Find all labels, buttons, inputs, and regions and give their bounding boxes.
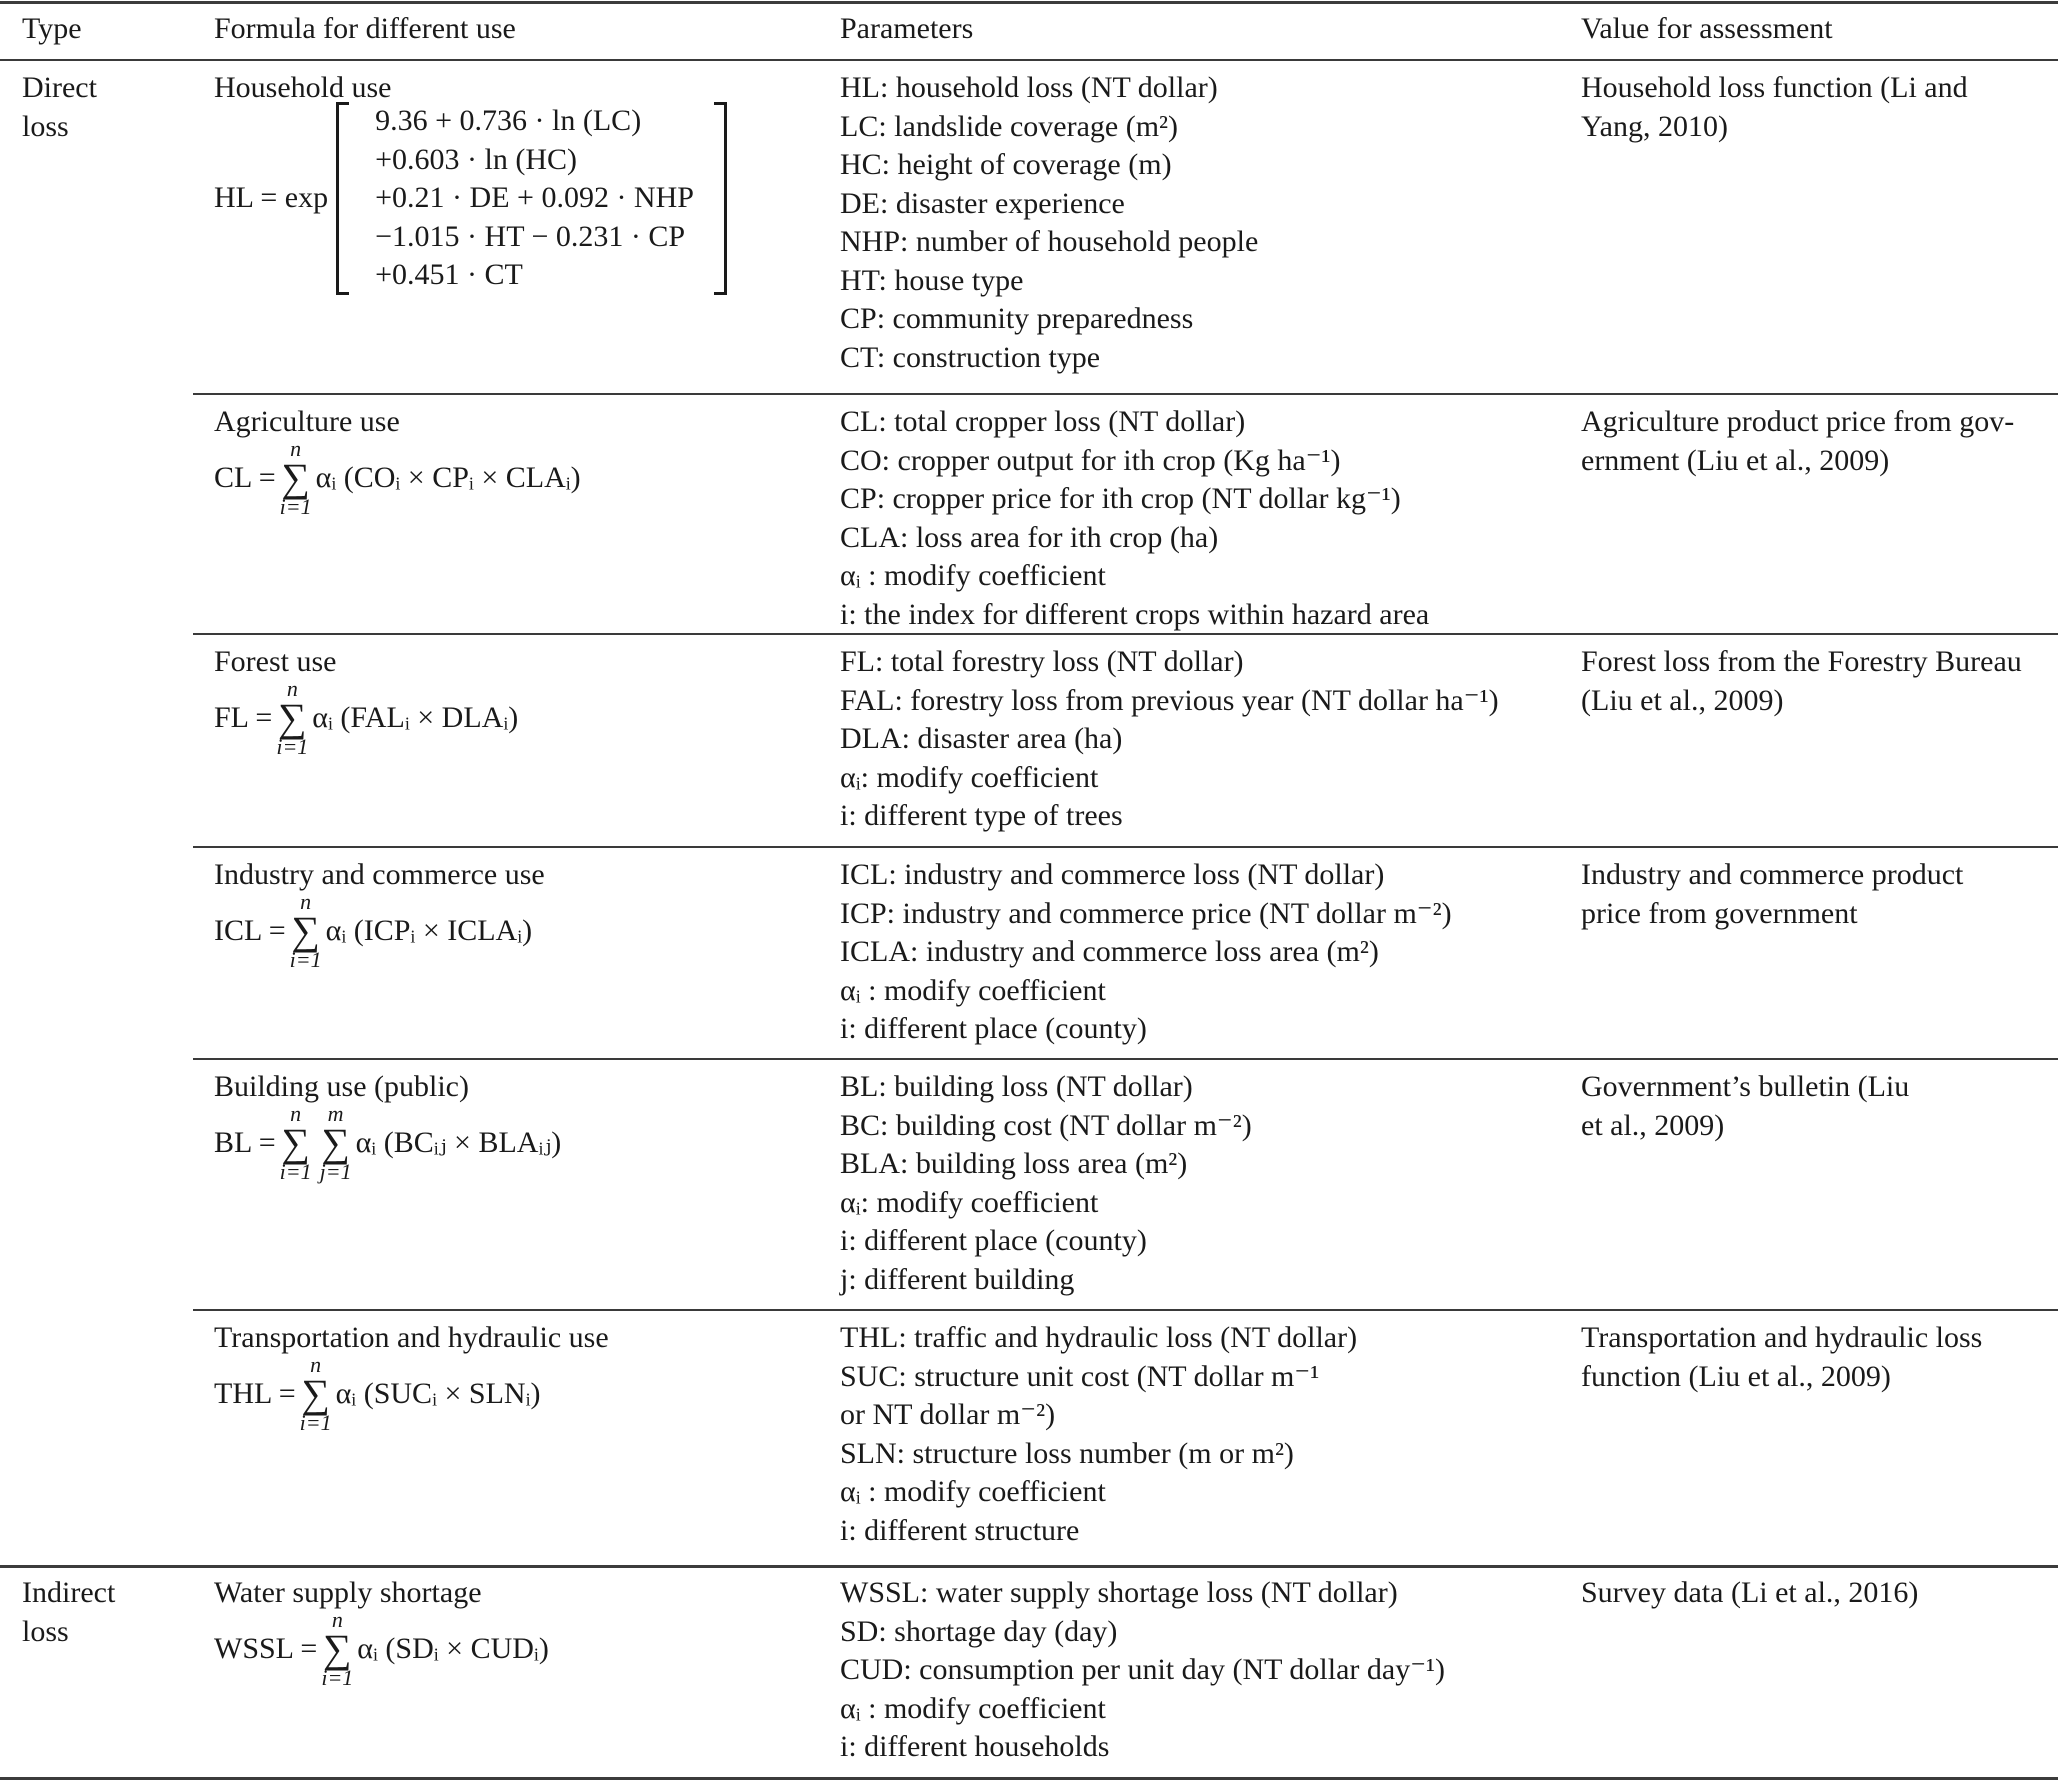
- parameter-item: FAL: forestry loss from previous year (NT dollar ha⁻¹): [840, 683, 1499, 717]
- assessment-value: [1581, 69, 1968, 146]
- value-line: Transportation and hydraulic loss: [1581, 1321, 1983, 1354]
- sum-lower-limit: i=1: [276, 734, 309, 759]
- sum-lower-limit: i=1: [279, 1159, 312, 1184]
- parameter-item: i: different place (county): [840, 1224, 1147, 1257]
- parameter-item: αᵢ : modify coefficient: [840, 973, 1106, 1007]
- formula-industry: [214, 891, 532, 971]
- parameter-item: i: different place (county): [840, 1012, 1147, 1045]
- parameter-list: [840, 1574, 1445, 1767]
- use-title: Forest use: [214, 645, 337, 678]
- formula-bracket: [336, 102, 727, 295]
- parameter-item: ICL: industry and commerce loss (NT dollar): [840, 858, 1385, 891]
- parameter-item: LC: landslide coverage (m²): [840, 109, 1179, 143]
- right-bracket-icon: [714, 102, 727, 295]
- use-title: Building use (public): [214, 1070, 469, 1103]
- parameter-item: CP: community preparedness: [840, 302, 1194, 335]
- value-line: Industry and commerce product: [1581, 858, 1964, 891]
- formula-rhs: αᵢ (COᵢ × CPᵢ × CLAᵢ): [315, 460, 581, 494]
- summation: [280, 1103, 312, 1183]
- parameter-item: i: different structure: [840, 1513, 1080, 1547]
- assessment-value: [1581, 643, 2022, 720]
- summation-inner: [320, 1103, 352, 1183]
- header-bottom-rule: [0, 59, 2058, 61]
- parameter-item: αᵢ : modify coefficient: [840, 1475, 1106, 1508]
- formula-rhs: αᵢ (ICPᵢ × ICLAᵢ): [325, 913, 533, 947]
- sum-upper-limit: n: [300, 889, 312, 914]
- sum-upper-limit: n: [290, 436, 302, 461]
- parameter-list: [840, 403, 1429, 634]
- formula-lhs: BL =: [214, 1125, 276, 1159]
- value-line: price from government: [1581, 896, 1858, 930]
- formula-line: +0.21 · DE + 0.092 · NHP: [375, 181, 694, 214]
- formula-line: +0.451 · CT: [375, 258, 523, 291]
- value-line: ernment (Liu et al., 2009): [1581, 443, 1890, 477]
- parameter-item: WSSL: water supply shortage loss (NT dollar): [840, 1576, 1398, 1609]
- parameter-item: ICP: industry and commerce price (NT dollar m⁻²): [840, 896, 1452, 930]
- assessment-value: [1581, 403, 2014, 480]
- value-line: function (Liu et al., 2009): [1581, 1359, 1891, 1393]
- formula-transportation: [214, 1354, 540, 1434]
- group-separator: [0, 1565, 2058, 1568]
- parameter-item: THL: traffic and hydraulic loss (NT dollar): [840, 1321, 1358, 1354]
- table-top-rule: [0, 1, 2058, 4]
- parameter-item: NHP: number of household people: [840, 225, 1259, 258]
- value-line: (Liu et al., 2009): [1581, 683, 1784, 717]
- value-line: Government’s bulletin (Liu: [1581, 1070, 1910, 1103]
- parameter-item: BLA: building loss area (m²): [840, 1147, 1188, 1180]
- sigma-icon: ∑: [301, 1371, 330, 1416]
- formula-lhs: HL = exp: [214, 181, 329, 214]
- parameter-item: DLA: disaster area (ha): [840, 722, 1123, 755]
- parameter-list: [840, 856, 1452, 1049]
- parameter-item: CL: total cropper loss (NT dollar): [840, 405, 1246, 438]
- parameter-item: ICLA: industry and commerce loss area (m²): [840, 935, 1379, 968]
- parameter-item: i: different type of trees: [840, 799, 1123, 832]
- formula-lhs: FL =: [214, 700, 273, 734]
- parameter-item: CLA: loss area for ith crop (ha): [840, 520, 1219, 554]
- use-title: Household use: [214, 71, 392, 104]
- sum-lower-limit: i=1: [289, 947, 322, 972]
- parameter-list: [840, 643, 1499, 836]
- formula-lhs: CL =: [214, 460, 276, 494]
- formula-line: 9.36 + 0.736 · ln (LC): [375, 104, 642, 137]
- parameter-item: CT: construction type: [840, 340, 1101, 374]
- value-line: Survey data (Li et al., 2016): [1581, 1576, 1919, 1609]
- formula-line: −1.015 · HT − 0.231 · CP: [375, 219, 686, 253]
- parameter-item: αᵢ: modify coefficient: [840, 760, 1099, 794]
- parameter-item: j: different building: [840, 1262, 1075, 1296]
- value-line: Forest loss from the Forestry Bureau: [1581, 645, 2022, 678]
- formula-agriculture: [214, 438, 581, 518]
- header-type: Type: [22, 12, 82, 45]
- sum-upper-limit: n: [331, 1607, 343, 1632]
- parameter-item: SD: shortage day (day): [840, 1614, 1118, 1648]
- header-value: Value for assessment: [1581, 12, 1833, 45]
- parameter-item: FL: total forestry loss (NT dollar): [840, 645, 1244, 678]
- summation: [321, 1609, 353, 1689]
- assessment-value: [1581, 856, 1963, 933]
- row-separator: [193, 393, 2058, 395]
- left-bracket-icon: [336, 102, 349, 295]
- formula-rhs: αᵢ (BCᵢⱼ × BLAᵢⱼ): [355, 1125, 562, 1159]
- summation: [300, 1354, 332, 1434]
- parameter-item: BC: building cost (NT dollar m⁻²): [840, 1108, 1252, 1142]
- formula-lhs: WSSL =: [214, 1631, 318, 1665]
- sigma-icon: ∑: [291, 908, 320, 953]
- formula-rhs: αᵢ (FALᵢ × DLAᵢ): [312, 700, 519, 734]
- parameter-item: i: the index for different crops within hazard area: [840, 597, 1430, 631]
- formula-forest: [214, 678, 518, 758]
- group-label-direct-loss: [22, 69, 97, 146]
- parameter-item: DE: disaster experience: [840, 186, 1125, 220]
- formula-household: [214, 102, 727, 295]
- row-separator: [193, 1309, 2058, 1311]
- table-bottom-rule: [0, 1777, 2058, 1780]
- parameter-item: HC: height of coverage (m): [840, 148, 1172, 181]
- sum-upper-limit: n: [310, 1352, 322, 1377]
- value-line: et al., 2009): [1581, 1108, 1725, 1142]
- group-label-indirect-loss: [22, 1574, 115, 1651]
- sum-lower-limit: i=1: [299, 1410, 332, 1435]
- row-separator: [193, 846, 2058, 848]
- formula-building: [214, 1103, 561, 1183]
- parameter-item: SLN: structure loss number (m or m²): [840, 1436, 1294, 1470]
- assessment-value: [1581, 1574, 1918, 1613]
- parameter-item: αᵢ : modify coefficient: [840, 559, 1106, 592]
- parameter-item: CO: cropper output for ith crop (Kg ha⁻¹): [840, 443, 1341, 477]
- value-line: Household loss function (Li and: [1581, 71, 1968, 104]
- parameter-item: CUD: consumption per unit day (NT dollar day⁻¹): [840, 1653, 1446, 1686]
- parameter-list: [840, 1319, 1357, 1550]
- formula-line: +0.603 · ln (HC): [375, 142, 578, 176]
- header-formula: Formula for different use: [214, 12, 516, 45]
- assessment-value: [1581, 1068, 1909, 1145]
- group-label-line: loss: [22, 109, 69, 143]
- use-title: Water supply shortage: [214, 1576, 482, 1609]
- group-label-line: Direct: [22, 71, 97, 104]
- sum-upper-limit: m: [327, 1101, 344, 1126]
- parameter-item: SUC: structure unit cost (NT dollar m⁻¹: [840, 1359, 1320, 1393]
- sum-lower-limit: j=1: [319, 1159, 352, 1184]
- parameter-item: i: different households: [840, 1730, 1110, 1763]
- formula-lhs: ICL =: [214, 913, 286, 947]
- summation: [276, 678, 308, 758]
- parameter-item: CP: cropper price for ith crop (NT dollar kg⁻¹): [840, 482, 1401, 515]
- parameter-list: [840, 1068, 1252, 1299]
- use-title: Agriculture use: [214, 405, 400, 438]
- value-line: Agriculture product price from gov-: [1581, 405, 2015, 438]
- sum-upper-limit: n: [290, 1101, 302, 1126]
- assessment-value: [1581, 1319, 1982, 1396]
- formula-lhs: THL =: [214, 1376, 296, 1410]
- summation: [290, 891, 322, 971]
- value-line: Yang, 2010): [1581, 109, 1728, 143]
- parameter-item: αᵢ : modify coefficient: [840, 1691, 1106, 1725]
- formula-rhs: αᵢ (SUCᵢ × SLNᵢ): [335, 1376, 541, 1410]
- parameter-item: αᵢ: modify coefficient: [840, 1185, 1099, 1219]
- summation: [280, 438, 312, 518]
- sum-lower-limit: i=1: [279, 494, 312, 519]
- parameter-item: or NT dollar m⁻²): [840, 1398, 1056, 1431]
- parameter-item: HT: house type: [840, 263, 1024, 297]
- formula-rhs: αᵢ (SDᵢ × CUDᵢ): [357, 1631, 549, 1665]
- group-label-line: Indirect: [22, 1576, 116, 1609]
- parameter-item: HL: household loss (NT dollar): [840, 71, 1218, 104]
- use-title: Industry and commerce use: [214, 858, 545, 891]
- group-label-line: loss: [22, 1614, 69, 1648]
- parameter-item: BL: building loss (NT dollar): [840, 1070, 1193, 1103]
- row-separator: [193, 1058, 2058, 1060]
- header-parameters: Parameters: [840, 12, 974, 45]
- parameter-list: [840, 69, 1258, 377]
- sigma-icon: ∑: [321, 1120, 350, 1165]
- formula-bracket-body: [349, 102, 714, 295]
- sigma-icon: ∑: [281, 1120, 310, 1165]
- sigma-icon: ∑: [323, 1626, 352, 1671]
- sigma-icon: ∑: [281, 455, 310, 500]
- use-title: Transportation and hydraulic use: [214, 1321, 609, 1354]
- formula-water-supply: [214, 1609, 549, 1689]
- sum-upper-limit: n: [286, 676, 298, 701]
- sum-lower-limit: i=1: [321, 1665, 354, 1690]
- sigma-icon: ∑: [278, 695, 307, 740]
